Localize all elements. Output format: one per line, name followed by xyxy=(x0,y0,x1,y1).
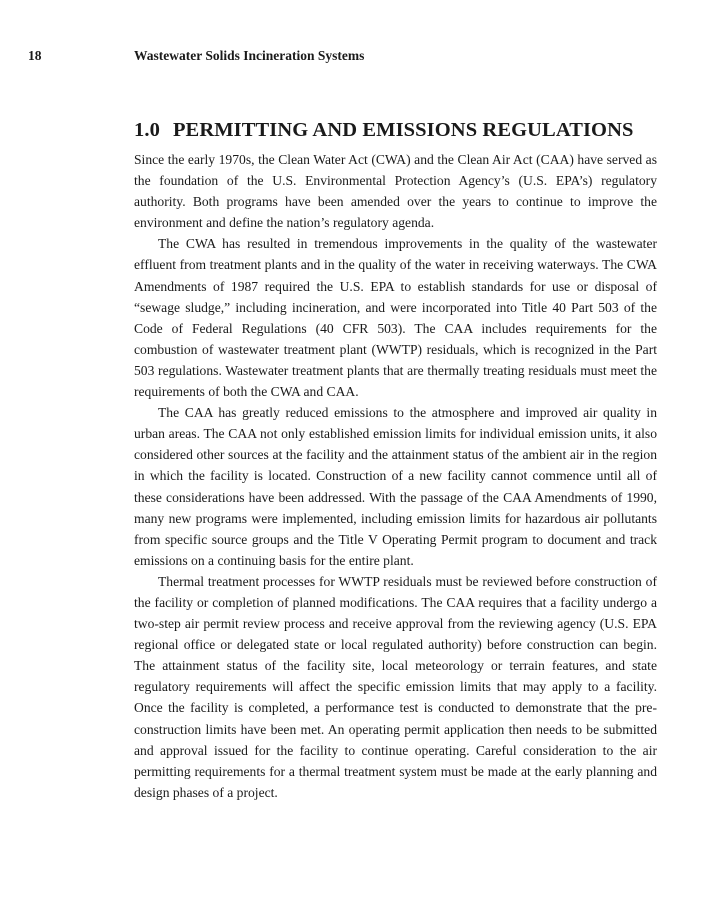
paragraph-intro: Since the early 1970s, the Clean Water Act (CWA) and the Clean Air Act (CAA) have served as the foundation of the U.S. Environmental Protection Agency’s (U.S. EPA’s) regulatory authority. Both programs have been amended over the years to continue to improve the environment and define the nation’s regulatory agenda. xyxy=(134,152,657,231)
section-title: PERMITTING AND EMISSIONS REGULATIONS xyxy=(172,119,634,141)
section-heading xyxy=(134,119,664,142)
paragraph-caa: The CAA has greatly reduced emissions to the atmosphere and improved air quality in urban areas. The CAA not only established emission limits for individual emission units, it also considered other sources at the facility and the attainment status of the ambient air in the region in which the facility is located. Construction of a new facility cannot commence until all of these considerations have been addressed. With the passage of the CAA Amendments of 1990, many new programs were implemented, including emission limits for hazardous air pollutants from specific source groups and the Title V Operating Permit program to document and track emissions on a continuing basis for the entire plant. xyxy=(134,405,657,568)
page-number: 18 xyxy=(28,48,42,63)
running-head-title: Wastewater Solids Incineration Systems xyxy=(134,48,365,63)
paragraph-thermal-treatment: Thermal treatment processes for WWTP residuals must be reviewed before construction of the facility or completion of planned modifications. The CAA requires that a facility undergo a two-step air permit review process and receive approval from the reviewing agency (U.S. EPA regional office or delegated state or local regulated authority) before construction can begin. The attainment status of the facility site, local meteorology or terrain features, and state regulatory requirements will affect the specific emission limits that may apply to a facility. Once the facility is completed, a performance test is conducted to demonstrate that the pre-construction limits have been met. An operating permit application then needs to be submitted and approval issued for the facility to continue operating. Careful consideration to the air permitting requirements for a thermal treatment system must be made at the early planning and design phases of a project. xyxy=(134,573,657,800)
section-number: 1.0 xyxy=(134,119,160,141)
body-text xyxy=(134,149,657,803)
paragraph-cwa: The CWA has resulted in tremendous improvements in the quality of the wastewater effluent from treatment plants and in the quality of the water in receiving waterways. The CWA Amendments of 1987 required the U.S. EPA to establish standards for use or disposal of “sewage sludge,” including incineration, and were incorporated into Title 40 Part 503 of the Code of Federal Regulations (40 CFR 503). The CAA includes requirements for the combustion of wastewater treatment plant (WWTP) residuals, which is recognized in the Part 503 regulations. Wastewater treatment plants that are thermally treating residuals must meet the requirements of both the CWA and CAA. xyxy=(134,236,657,400)
